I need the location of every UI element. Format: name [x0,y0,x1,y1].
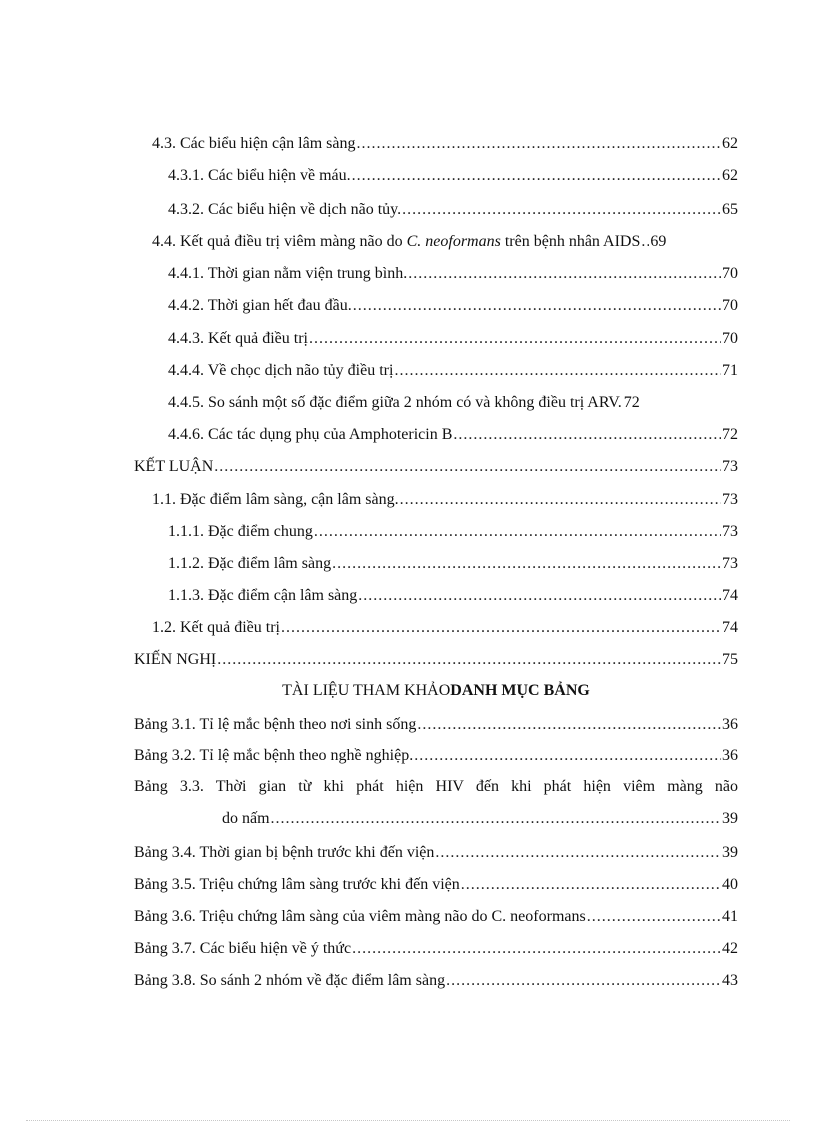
toc-label: 1.1.1. Đặc điểm chung [168,523,313,540]
toc-page-number: 65 [722,201,738,218]
toc-label: 1.1.2. Đặc điểm lâm sàng [168,555,332,572]
page-bottom-rule [26,1120,790,1121]
table-list-entry [134,874,738,896]
table-list-entry [134,714,738,736]
toc-label: 4.3. Các biểu hiện cận lâm sàng [152,135,356,152]
toc-page-number: 71 [722,362,738,379]
toc-label: 4.4. Kết quả điều trị viêm màng não do C. neoformans trên bệnh nhân AIDS [152,233,641,250]
toc-label: 4.3.2. Các biểu hiện về dịch não tủy. [168,201,402,218]
toc-entry [168,553,738,575]
table-list-page-number: 43 [722,972,738,989]
table-list-page-number: 40 [722,876,738,893]
table-list-label: Bảng 3.5. Triệu chứng lâm sàng trước khi đến viện [134,876,460,893]
toc-page-number: 70 [722,330,738,347]
toc-entry [152,231,738,253]
toc-label: KIẾN NGHỊ [134,651,217,668]
toc-page-number: 62 [722,167,738,184]
table-list-label: Bảng 3.1. Tỉ lệ mắc bệnh theo nơi sinh sống [134,716,417,733]
table-list-label: Bảng 3.4. Thời gian bị bệnh trước khi đến viện [134,844,435,861]
table-list-page-number: 36 [722,747,738,764]
toc-entry [168,585,738,607]
toc-label: 1.1.3. Đặc điểm cận lâm sàng [168,587,358,604]
toc-label: 1.2. Kết quả điều trị [152,619,280,636]
toc-page-number: 69 [650,233,667,250]
toc-page-number: 72 [623,394,640,411]
toc-label: 4.4.3. Kết quả điều trị [168,330,308,347]
table-list-page-number: 36 [722,716,738,733]
toc-page-number: 70 [722,297,738,314]
toc-page-number: 73 [722,555,738,572]
table-list-entry [134,970,738,992]
toc-label: 4.4.5. So sánh một số đặc điểm giữa 2 nhóm có và không điều trị ARV. [168,394,622,411]
tables-list-heading: DANH MỤC BẢNG [450,682,590,699]
table-list-label: Bảng 3.6. Triệu chứng lâm sàng của viêm màng não do C. neoformans [134,908,586,925]
toc-label: 4.4.2. Thời gian hết đau đầu. [168,297,352,314]
toc-entry [152,617,738,639]
toc-entry [152,133,738,155]
toc-page-number: 75 [722,651,738,668]
table-list-label: Bảng 3.2. Tỉ lệ mắc bệnh theo nghề nghiệp. [134,747,414,764]
toc-page-number: 74 [722,619,738,636]
toc-entry [168,263,738,285]
toc-page-number: 73 [722,458,738,475]
toc-page-number: 70 [722,265,738,282]
table-list-label: Bảng 3.3. Thời gian từ khi phát hiện HIV đến khi phát hiện viêm màng não [134,778,738,795]
section-heading [134,680,738,702]
toc-page-number: 74 [722,587,738,604]
toc-label: 4.4.6. Các tác dụng phụ của Amphotericin B [168,426,453,443]
toc-entry [152,489,738,511]
toc-entry [134,456,738,478]
table-list-label: Bảng 3.7. Các biểu hiện về ý thức [134,940,352,957]
table-list-page-number: 41 [722,908,738,925]
toc-label: 4.3.1. Các biểu hiện về máu. [168,167,351,184]
toc-page-number: 72 [722,426,738,443]
toc-entry [168,424,738,446]
toc-entry [168,295,738,317]
toc-entry [168,392,738,414]
table-list-page-number: 39 [722,844,738,861]
toc-label: 1.1. Đặc điểm lâm sàng, cận lâm sàng. [152,491,399,508]
table-list-entry [134,842,738,864]
table-list-page-number: 39 [722,810,738,827]
toc-page-number: 62 [722,135,738,152]
toc-label: 4.4.4. Về chọc dịch não tủy điều trị [168,362,394,379]
toc-entry [168,199,738,221]
table-list-entry [134,938,738,960]
toc-label: KẾT LUẬN [134,458,214,475]
table-list-label: Bảng 3.8. So sánh 2 nhóm về đặc điểm lâm sàng [134,972,446,989]
table-list-entry [222,808,738,830]
references-heading: TÀI LIỆU THAM KHẢO [282,682,451,699]
table-list-page-number: 42 [722,940,738,957]
toc-label: 4.4.1. Thời gian nằm viện trung bình. [168,265,408,282]
species-name: C. neoformans [406,233,501,250]
toc-page-number: 73 [722,523,738,540]
toc-entry [168,165,738,187]
toc-entry [168,328,738,350]
table-list-entry [134,906,738,928]
toc-entry [168,360,738,382]
table-list-label-continuation: do nấm [222,810,270,827]
toc-entry [134,649,738,671]
toc-page-number: 73 [722,491,738,508]
toc-entry [168,521,738,543]
table-list-entry [134,745,738,767]
